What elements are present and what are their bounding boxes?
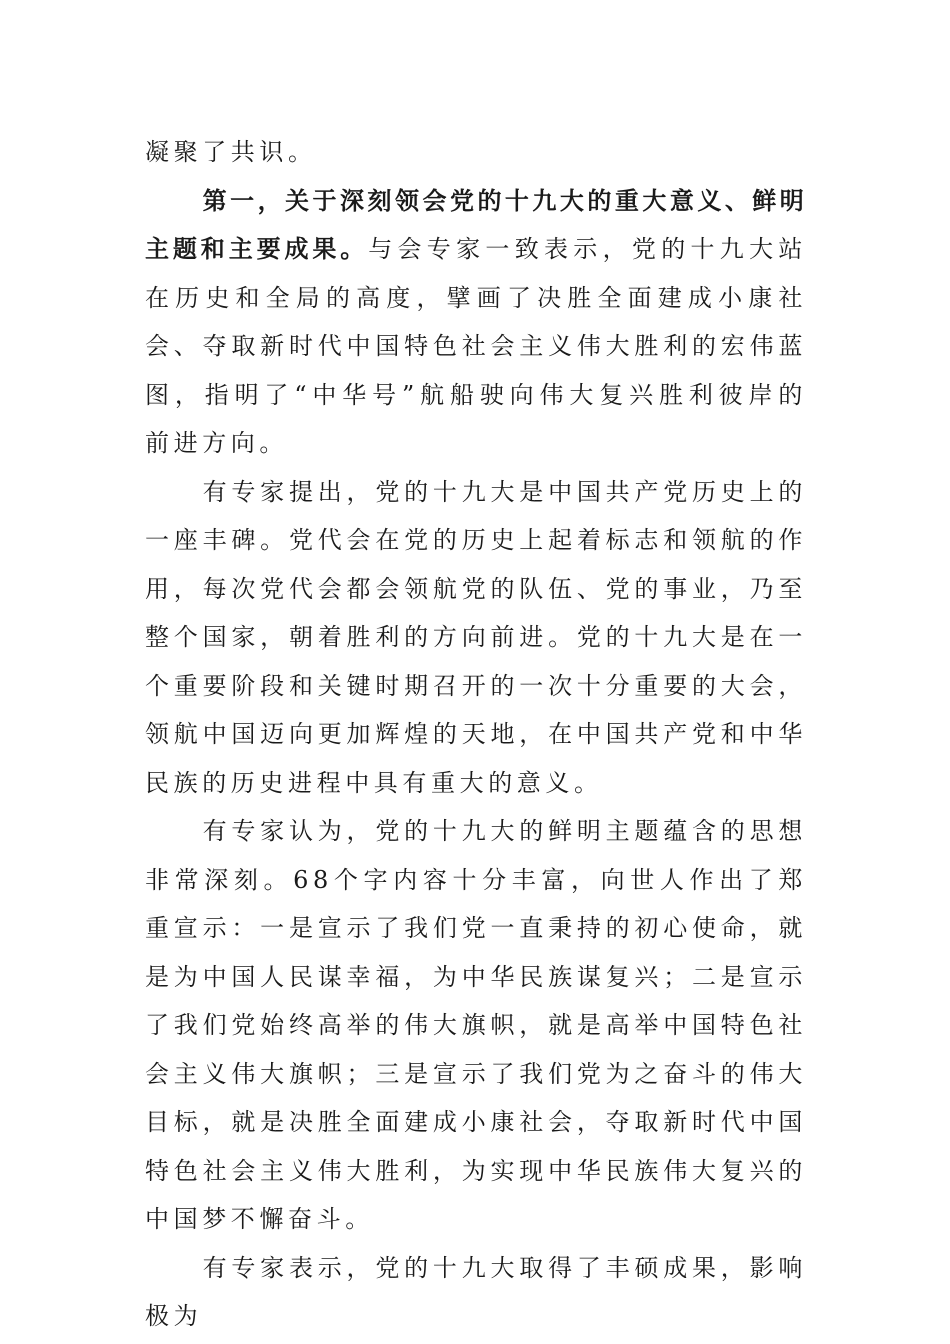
paragraph-3	[145, 468, 807, 808]
paragraph-2	[145, 177, 807, 468]
paragraph-1	[145, 128, 807, 177]
paragraph-1-text: 凝聚了共识。	[145, 138, 317, 166]
paragraph-5-text: 有专家表示，党的十九大取得了丰硕成果，影响极为	[145, 1253, 807, 1330]
document-body	[145, 128, 807, 1341]
paragraph-5	[145, 1244, 807, 1341]
paragraph-4	[145, 807, 807, 1244]
paragraph-3-text: 有专家提出，党的十九大是中国共产党历史上的一座丰碑。党代会在党的历史上起着标志和领航的作用，每次党代会都会领航党的队伍、党的事业，乃至整个国家，朝着胜利的方向前进。党的十九大是在一个重要阶段和关键时期召开的一次十分重要的大会，领航中国迈向更加辉煌的天地，在中国共产党和中华民族的历史进程中具有重大的意义。	[145, 477, 807, 797]
paragraph-4-text: 有专家认为，党的十九大的鲜明主题蕴含的思想非常深刻。68个字内容十分丰富，向世人作出了郑重宣示：一是宣示了我们党一直秉持的初心使命，就是为中国人民谋幸福，为中华民族谋复兴；二是宣示了我们党始终高举的伟大旗帜，就是高举中国特色社会主义伟大旗帜；三是宣示了我们党为之奋斗的伟大目标，就是决胜全面建成小康社会，夺取新时代中国特色社会主义伟大胜利，为实现中华民族伟大复兴的中国梦不懈奋斗。	[145, 817, 807, 1233]
paragraph-2-text: 与会专家一致表示，党的十九大站在历史和全局的高度，擘画了决胜全面建成小康社会、夺取新时代中国特色社会主义伟大胜利的宏伟蓝图，指明了“中华号”航船驶向伟大复兴胜利彼岸的前进方向。	[145, 235, 807, 457]
paragraph-2-bold-lead: 第一，关于深刻领会党的十九大的重大意义、鲜明主题和主要成果。	[145, 185, 807, 263]
